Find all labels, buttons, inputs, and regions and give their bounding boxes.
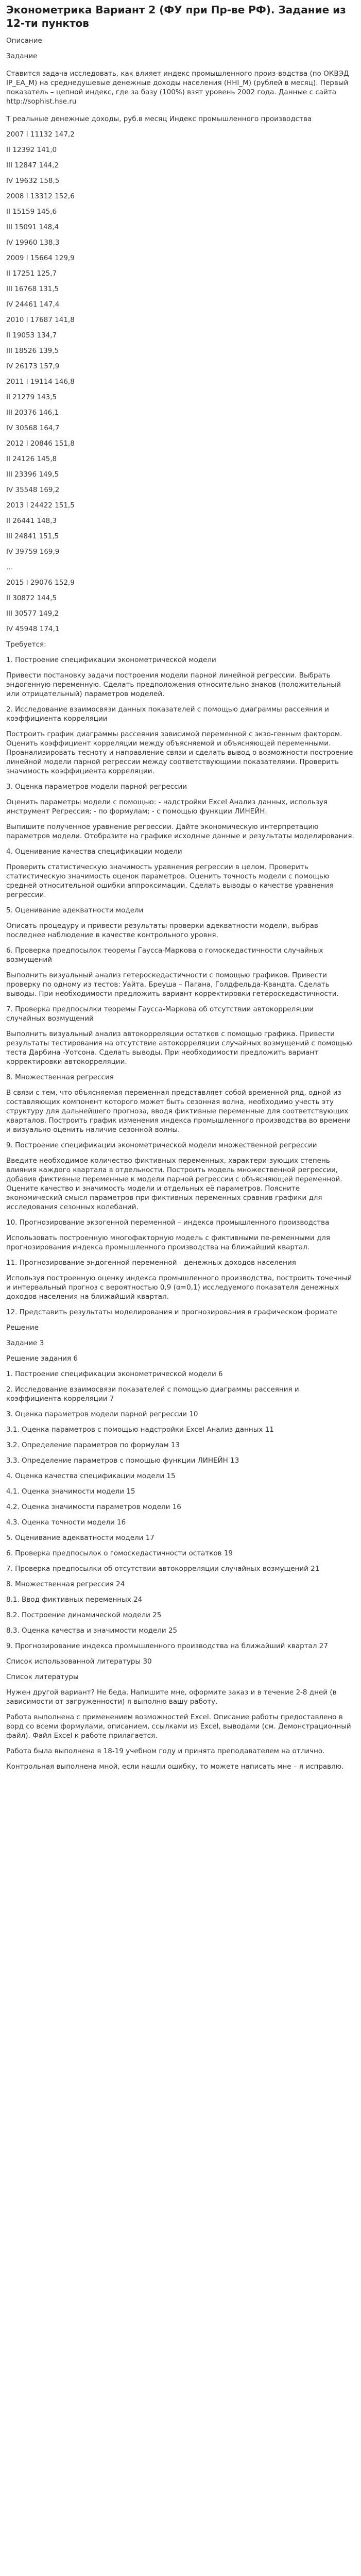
paragraph: Описать процедуру и привести результаты проверки адекватности модели, выбрав последнее наблюдение в качестве контрольного уровня.: [6, 922, 318, 939]
paragraph: 7. Проверка предпосылки теоремы Гаусса-Маркова об отсутствии автокорреляции случайных возмущений: [6, 1005, 314, 1023]
paragraph: Работа выполнена с применением возможностей Excel. Описание работы предоставлено в ворд со всеми формулами, описанием, ссылками из Excel, выводами (см. Демонстрационный файл). Файл Excel к работе прилагается.: [6, 1713, 351, 1740]
paragraph: 10. Прогнозирование экзогенной переменной – индекса промышленного производства: [6, 1218, 330, 1227]
paragraph: Контрольная выполнена мной, если нашли ошибку, то можете написать мне – я исправлю.: [6, 1762, 344, 1771]
paragraph: В связи с тем, что объясняемая переменная представляет собой временной ряд, одной из составляющих компонент которого может быть сезонная волна, необходимо учесть эту структуру для дальнейшего прогноза, вводя фиктивные переменные для соответствующих кварталов. Построить график изменения индекса промышленного производства во времени и визуально оценить наличие сезонной волны.: [6, 1089, 351, 1134]
paragraph: 3.2. Определение параметров по формулам 13: [6, 1441, 180, 1449]
paragraph: 1. Построение спецификации эконометрической модели 6: [6, 1370, 223, 1378]
paragraph: Оценить параметры модели с помощью: - надстройки Excel Анализ данных, используя инструмент Регрессия; - по формулам; - с помощью функции ЛИНЕЙН.: [6, 798, 328, 816]
paragraph: …: [6, 563, 13, 571]
paragraph: Выполнить визуальный анализ гетероскедастичности с помощью графиков. Привести проверку по одному из тестов: Уайта, Бреуша – Пагана, Голдфельда-Квандта. Сделать выводы. При необходимости предложить вариант корректировки гетероскедастичности.: [6, 971, 339, 998]
paragraph: 2. Исследование взаимосвязи данных показателей с помощью диаграммы рассеяния и коэффициента корреляции: [6, 705, 329, 723]
paragraph: Используя построенную оценку индекса промышленного производства, построить точечный и интервальный прогноз с вероятностью 0,9 (α=0,1) исследуемого показателя денежных доходов населения на ближайший квартал.: [6, 1274, 352, 1301]
paragraph: III 15091 148,4: [6, 223, 59, 231]
paragraph: 8. Множественная регрессия: [6, 1073, 114, 1081]
paragraph: Нужен другой вариант? Не беда. Напишите мне, оформите заказ и в течение 2-8 дней (в зависимости от загруженности) я выполню вашу работу.: [6, 1688, 337, 1706]
paragraph: IV 30568 164,7: [6, 424, 60, 432]
paragraph: III 24841 151,5: [6, 532, 59, 540]
paragraph: 2. Исследование взаимосвязи показателей с помощью диаграммы рассеяния и коэффициента корреляции 7: [6, 1385, 299, 1403]
paragraph: II 26441 148,3: [6, 517, 57, 525]
paragraph: III 12847 144,2: [6, 161, 59, 170]
paragraph: 8. Множественная регрессия 24: [6, 1580, 125, 1588]
document-body: [6, 36, 355, 1771]
page-title: Эконометрика Вариант 2 (ФУ при Пр-ве РФ). Задание из 12-ти пунктов: [6, 4, 346, 29]
paragraph: 2009 I 15664 129,9: [6, 254, 75, 262]
paragraph: Ставится задача исследовать, как влияет индекс промышленного произ-водства (по ОКВЭД IP_EA_M) на среднедушевые денежные доходы населения (HHI_M) (рублей в месяц). Первый показатель – цепной индекс, где за базу (100%) взят уровень 2002 года. Данные с сайта http://sophist.hse.ru: [6, 70, 349, 106]
paragraph: 4. Оценка качества спецификации модели 15: [6, 1472, 176, 1480]
paragraph: IV 39759 169,9: [6, 548, 60, 556]
paragraph: Выпишите полученное уравнение регрессии. Дайте экономическую интерпретацию параметров модели. Отобразите на графике исходные данные и результаты моделирования.: [6, 823, 354, 840]
paragraph: 3.3. Определение параметров с помощью функции ЛИНЕЙН 13: [6, 1456, 239, 1465]
paragraph: 8.2. Построение динамической модели 25: [6, 1611, 162, 1619]
paragraph: Использовать построенную многофакторную модель с фиктивными пе-ременными для прогнозирования индекса промышленного производства на ближайший квартал.: [6, 1234, 331, 1251]
paragraph: 3.1. Оценка параметров с помощью надстройки Excel Анализ данных 11: [6, 1426, 274, 1434]
paragraph: Привести постановку задачи построения модели парной линейной регрессии. Выбрать эндогенную переменную. Сделать предположения относительно знаков (положительный или отрицательный) параметров моделей.: [6, 671, 341, 698]
paragraph: 7. Проверка предпосылки об отсутствии автокорреляции случайных возмущений 21: [6, 1565, 320, 1573]
paragraph: 9. Построение спецификации эконометрической модели множественной регрессии: [6, 1141, 317, 1149]
paragraph: IV 26173 157,9: [6, 362, 60, 370]
paragraph: 5. Оценивание адекватности модели: [6, 906, 144, 914]
paragraph: Решение задания 6: [6, 1354, 78, 1363]
paragraph: III 16768 131,5: [6, 285, 59, 293]
paragraph: II 21279 143,5: [6, 393, 57, 401]
paragraph: 9. Прогнозирование индекса промышленного производства на ближайший квартал 27: [6, 1642, 328, 1650]
paragraph: 3. Оценка параметров модели парной регрессии: [6, 783, 187, 791]
paragraph: 3. Оценка параметров модели парной регрессии 10: [6, 1410, 198, 1418]
paragraph: IV 45948 174,1: [6, 625, 60, 633]
paragraph: 1. Построение спецификации эконометрической модели: [6, 656, 216, 664]
paragraph: Задание: [6, 52, 38, 60]
paragraph: 8.3. Оценка качества и значимости модели 25: [6, 1626, 178, 1635]
paragraph: Проверить статистическую значимость уравнения регрессии в целом. Проверить статистическую значимость оценок параметров. Оценить точность модели с помощью средней относительной ошибки аппроксимации. Сделать выводы о качестве уравнения регрессии.: [6, 863, 334, 899]
paragraph: 2010 I 17687 141,8: [6, 316, 75, 324]
paragraph: 11. Прогнозирование эндогенной переменной - денежных доходов населения: [6, 1259, 296, 1267]
paragraph: Введите необходимое количество фиктивных переменных, характери-зующих степень влияния каждого квартала в отдельности. Построить модель множественной регрессии, добавив фиктивные переменные к модели парной регрессии с объясняющей переменной. Оцените качество и значимость модели и отдельных её параметров. Поясните экономический смысл параметров при фиктивных переменных сравнив графики для исследования сезонных колебаний.: [6, 1157, 342, 1211]
paragraph: III 30577 149,2: [6, 609, 59, 618]
paragraph: II 24126 145,8: [6, 455, 57, 463]
paragraph: Требуется:: [6, 640, 46, 649]
paragraph: 6. Проверка предпосылок о гомоскедастичности остатков 19: [6, 1549, 233, 1557]
paragraph: Список использованной литературы 30: [6, 1657, 152, 1666]
paragraph: Список литературы: [6, 1673, 79, 1681]
paragraph: Построить график диаграммы рассеяния зависимой переменной с экзо-генным фактором. Оценить коэффициент корреляции между объясняемой и объясняющей переменными. Проанализировать тесноту и направление связи и сделать вывод о возможности построение линейной модели парной регрессии между соответствующими показателями. Проверить значимость коэффициента корреляции.: [6, 730, 353, 775]
paragraph: III 20376 146,1: [6, 409, 59, 417]
paragraph: II 12392 141,0: [6, 146, 57, 154]
paragraph: Выполнить визуальный анализ автокорреляции остатков с помощью графика. Привести результаты тестирования на отсутствие автокорреляции случайных возмущений с помощью теста Дарбина -Уотсона. Сделать выводы. При необходимости предложить вариант корректировки автокорреляции.: [6, 1030, 352, 1066]
paragraph: Задание 3: [6, 1339, 44, 1347]
paragraph: Решение: [6, 1324, 39, 1332]
paragraph: 5. Оценивание адекватности модели 17: [6, 1534, 154, 1542]
paragraph: III 23396 149,5: [6, 470, 59, 479]
paragraph: 4.2. Оценка значимости параметров модели 16: [6, 1503, 181, 1511]
paragraph: T реальные денежные доходы, руб.в месяц Индекс промышленного производства: [6, 115, 312, 123]
paragraph: IV 19632 158,5: [6, 177, 60, 185]
paragraph: 2011 I 19114 146,8: [6, 378, 75, 386]
paragraph: II 15159 145,6: [6, 208, 57, 216]
paragraph: 2015 I 29076 152,9: [6, 579, 75, 587]
paragraph: 2007 I 11132 147,2: [6, 130, 75, 139]
paragraph: 6. Проверка предпосылок теоремы Гаусса-Маркова о гомоскедастичности случайных возмущений: [6, 946, 323, 964]
paragraph: II 19053 134,7: [6, 331, 57, 340]
paragraph: II 17251 125,7: [6, 269, 57, 278]
paragraph: 2012 I 20846 151,8: [6, 439, 75, 448]
paragraph: Описание: [6, 37, 42, 45]
paragraph: Работа была выполнена в 18-19 учебном году и принята преподавателем на отлично.: [6, 1747, 325, 1755]
paragraph: IV 35548 169,2: [6, 486, 60, 494]
paragraph: 2013 I 24422 151,5: [6, 501, 75, 510]
paragraph: 4. Оценивание качества спецификации модели: [6, 848, 182, 856]
paragraph: II 30872 144,5: [6, 594, 57, 602]
paragraph: 12. Представить результаты моделирования и прогнозирования в графическом формате: [6, 1308, 337, 1316]
paragraph: III 18526 139,5: [6, 347, 59, 355]
paragraph: IV 24461 147,4: [6, 300, 60, 309]
paragraph: 4.1. Оценка значимости модели 15: [6, 1487, 135, 1496]
paragraph: 8.1. Ввод фиктивных переменных 24: [6, 1596, 143, 1604]
paragraph: 2008 I 13312 152,6: [6, 192, 75, 200]
paragraph: 4.3. Оценка точности модели 16: [6, 1518, 126, 1527]
paragraph: IV 19960 138,3: [6, 239, 60, 247]
